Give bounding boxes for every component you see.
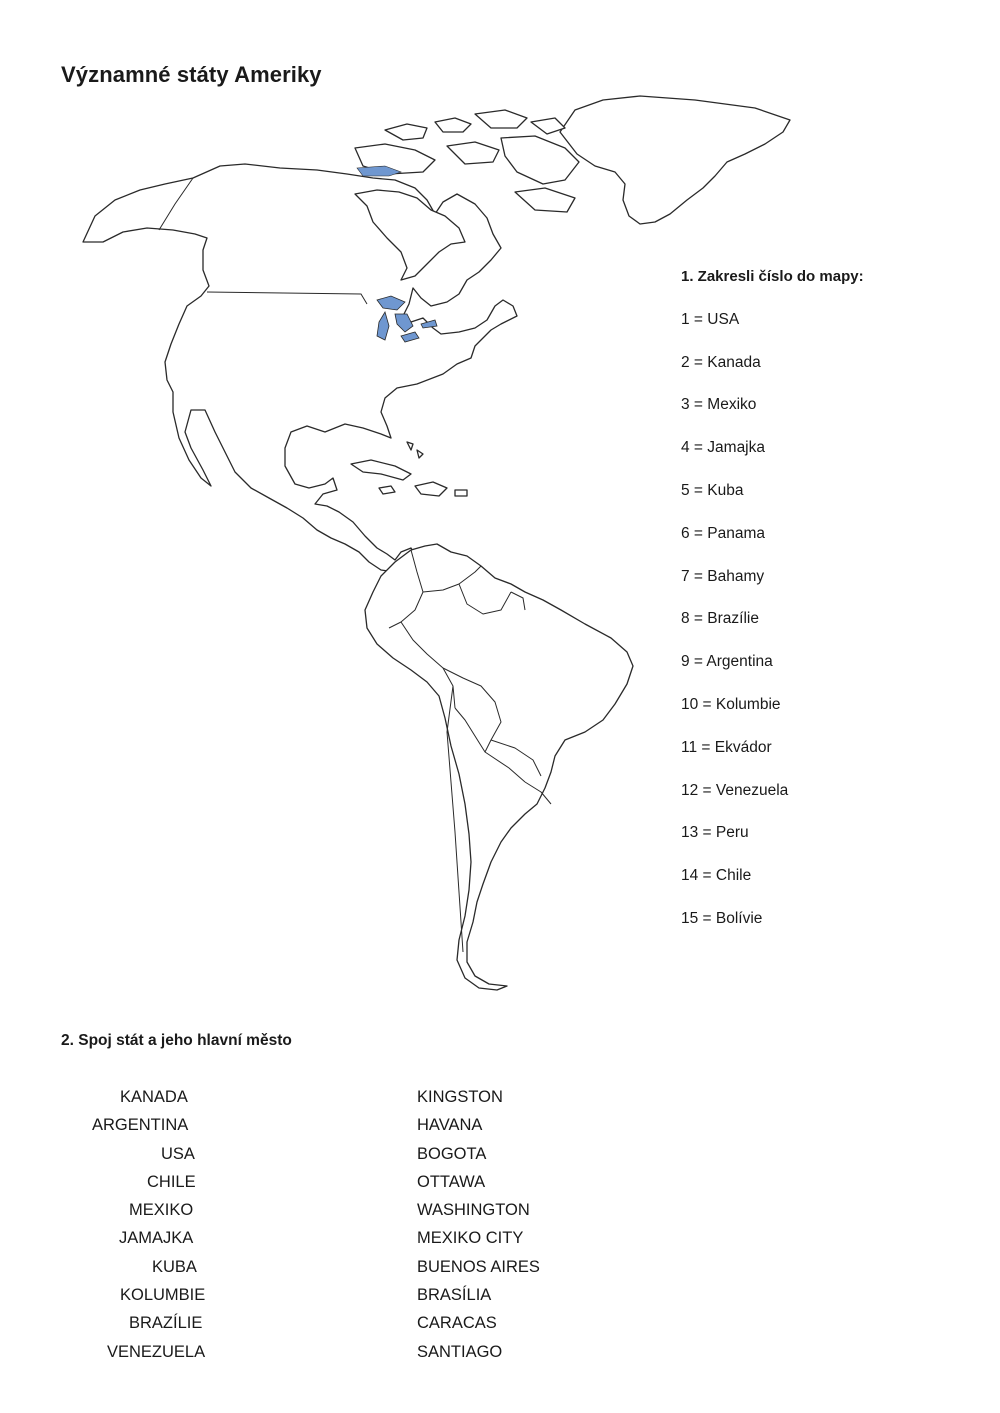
capital-item[interactable]: OTTAWA	[417, 1172, 486, 1191]
puerto-rico-outline	[455, 490, 467, 496]
bahamas-outline	[407, 442, 423, 458]
task1-list	[681, 309, 981, 930]
legend-item: 1 = USA	[681, 310, 740, 328]
legend-item: 6 = Panama	[681, 524, 766, 542]
country-item[interactable]: ARGENTINA	[92, 1116, 189, 1135]
legend-item: 11 = Ekvádor	[681, 738, 772, 756]
capital-item[interactable]: BOGOTA	[417, 1144, 487, 1163]
page-title: Významné státy Ameriky	[61, 62, 322, 87]
legend-item: 3 = Mexiko	[681, 396, 757, 414]
capital-item[interactable]: KINGSTON	[417, 1088, 503, 1106]
legend-item: 2 = Kanada	[681, 353, 761, 371]
capital-item[interactable]: CARACAS	[417, 1314, 497, 1333]
country-item[interactable]: KOLUMBIE	[120, 1286, 206, 1305]
legend-item: 12 = Venezuela	[681, 781, 789, 799]
task2-heading: 2. Spoj stát a jeho hlavní město	[61, 1032, 292, 1049]
capital-item[interactable]: MEXIKO CITY	[417, 1229, 524, 1248]
legend-item: 9 = Argentina	[681, 653, 773, 671]
capital-item[interactable]: SANTIAGO	[417, 1342, 503, 1361]
country-item[interactable]: KANADA	[120, 1088, 188, 1106]
country-item[interactable]: MEXIKO	[129, 1201, 194, 1220]
legend-item: 10 = Kolumbie	[681, 695, 781, 713]
legend-item: 8 = Brazílie	[681, 610, 759, 628]
country-item[interactable]: KUBA	[152, 1257, 197, 1276]
country-item[interactable]: CHILE	[147, 1172, 196, 1191]
country-list	[60, 1086, 210, 1369]
task1-legend	[681, 266, 981, 930]
arctic-island-outline	[385, 124, 427, 140]
legend-item: 5 = Kuba	[681, 481, 744, 499]
jamaica-outline	[379, 486, 395, 494]
capital-item[interactable]: WASHINGTON	[417, 1201, 530, 1220]
capital-list	[417, 1086, 637, 1369]
capital-item[interactable]: HAVANA	[417, 1116, 483, 1135]
arctic-island-outline	[501, 136, 579, 184]
greenland-outline	[560, 96, 790, 224]
arctic-island-outline	[515, 188, 575, 212]
capital-item[interactable]: BUENOS AIRES	[417, 1257, 540, 1276]
legend-item: 7 = Bahamy	[681, 567, 765, 585]
arctic-island-outline	[475, 110, 527, 128]
country-item[interactable]: JAMAJKA	[119, 1229, 194, 1248]
arctic-island-outline	[447, 142, 499, 164]
country-item[interactable]: USA	[161, 1144, 195, 1163]
country-item[interactable]: VENEZUELA	[107, 1342, 206, 1361]
country-item[interactable]: BRAZÍLIE	[129, 1314, 203, 1333]
arctic-island-outline	[435, 118, 471, 132]
legend-item: 4 = Jamajka	[681, 439, 766, 457]
legend-item: 13 = Peru	[681, 824, 749, 842]
task1-heading: 1. Zakresli číslo do mapy:	[681, 268, 864, 285]
hispaniola-outline	[415, 482, 447, 496]
cuba-outline	[351, 460, 411, 480]
legend-item: 15 = Bolívie	[681, 909, 763, 927]
capital-item[interactable]: BRASÍLIA	[417, 1286, 492, 1305]
legend-item: 14 = Chile	[681, 867, 752, 885]
